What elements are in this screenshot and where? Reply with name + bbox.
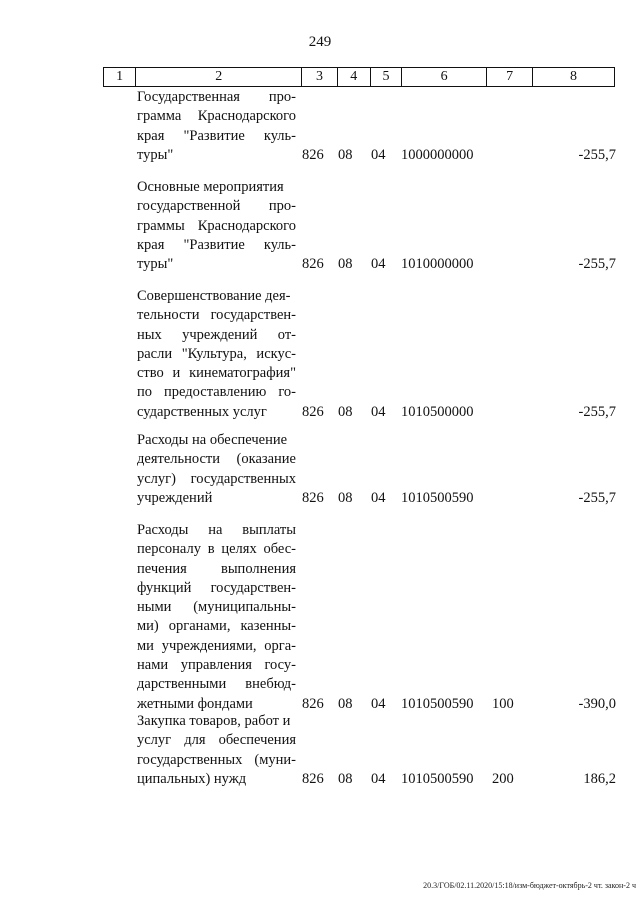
description-line: тельности государствен-	[137, 307, 296, 324]
cell-pr: 04	[371, 146, 386, 163]
cell-ved: 826	[302, 770, 324, 787]
document-footer: 20.3/ГОБ/02.11.2020/15:18/изм-бюджет-октябрь-2 чт. закон-2 ч	[423, 881, 636, 890]
description-line: печения выполнения	[137, 560, 296, 577]
description-line: учреждений	[137, 489, 213, 506]
cell-pr: 04	[371, 489, 386, 506]
cell-amount: 186,2	[583, 770, 616, 787]
cell-ved: 826	[302, 146, 324, 163]
description-line: функций государствен-	[137, 579, 296, 596]
column-header-1: 1	[104, 68, 136, 87]
row-description	[137, 431, 296, 508]
description-line: края "Развитие куль-	[137, 236, 296, 253]
cell-rz: 08	[338, 403, 353, 420]
description-line: деятельности (оказание	[137, 451, 296, 468]
cell-pr: 04	[371, 256, 386, 273]
row-description	[137, 712, 296, 789]
description-line: сударственных услуг	[137, 403, 267, 420]
cell-pr: 04	[371, 695, 386, 712]
description-line: государственных (муни-	[137, 751, 296, 768]
description-line: ципальных) нужд	[137, 770, 247, 787]
column-header-3: 3	[302, 68, 337, 87]
description-line: дарственными внебюд-	[137, 676, 296, 693]
cell-amount: -390,0	[578, 695, 616, 712]
row-description	[137, 521, 296, 714]
cell-rz: 08	[338, 489, 353, 506]
cell-csr: 1000000000	[401, 146, 474, 163]
description-line: услуг для обеспечения	[137, 732, 296, 749]
column-header-7: 7	[487, 68, 533, 87]
cell-pr: 04	[371, 403, 386, 420]
cell-rz: 08	[338, 256, 353, 273]
column-header-5: 5	[370, 68, 401, 87]
page-number: 249	[308, 34, 332, 50]
description-line: ными (муниципальны-	[137, 599, 296, 616]
description-line: по предоставлению го-	[137, 384, 296, 401]
description-line: Основные мероприятия	[137, 179, 284, 195]
cell-rz: 08	[338, 695, 353, 712]
cell-csr: 1010500000	[401, 403, 474, 420]
description-line: Расходы на выплаты	[137, 522, 296, 538]
description-line: ство и кинематография"	[137, 365, 296, 382]
description-line: туры"	[137, 146, 174, 163]
cell-csr: 1010000000	[401, 256, 474, 273]
description-line: туры"	[137, 256, 174, 273]
cell-ved: 826	[302, 695, 324, 712]
description-line: края "Развитие куль-	[137, 127, 296, 144]
description-line: Государственная про-	[137, 89, 296, 105]
cell-ved: 826	[302, 489, 324, 506]
cell-amount: -255,7	[578, 256, 616, 273]
cell-pr: 04	[371, 770, 386, 787]
cell-vr: 200	[492, 770, 514, 787]
cell-ved: 826	[302, 403, 324, 420]
description-line: государственной про-	[137, 198, 296, 215]
description-line: Совершенствование дея-	[137, 288, 291, 304]
column-header-2: 2	[136, 68, 302, 87]
cell-amount: -255,7	[578, 146, 616, 163]
description-line: персоналу в целях обес-	[137, 541, 296, 558]
row-description	[137, 88, 296, 165]
description-line: Расходы на обеспечение	[137, 432, 288, 448]
description-line: ми учреждениями, орга-	[137, 637, 296, 654]
cell-vr: 100	[492, 695, 514, 712]
cell-rz: 08	[338, 146, 353, 163]
row-description	[137, 178, 296, 274]
column-header-4: 4	[337, 68, 370, 87]
cell-ved: 826	[302, 256, 324, 273]
column-header-6: 6	[402, 68, 487, 87]
description-line: граммы Краснодарского	[137, 217, 296, 234]
description-line: услуг) государственных	[137, 470, 296, 487]
description-line: ми) органами, казенны-	[137, 618, 296, 635]
cell-csr: 1010500590	[401, 489, 474, 506]
cell-amount: -255,7	[578, 403, 616, 420]
table-header	[103, 67, 615, 87]
description-line: грамма Краснодарского	[137, 108, 296, 125]
description-line: нами управления госу-	[137, 657, 296, 674]
cell-rz: 08	[338, 770, 353, 787]
row-description	[137, 287, 296, 422]
description-line: Закупка товаров, работ и	[137, 713, 291, 729]
cell-csr: 1010500590	[401, 770, 474, 787]
description-line: ных учреждений от-	[137, 326, 296, 343]
cell-amount: -255,7	[578, 489, 616, 506]
description-line: жетными фондами	[137, 695, 253, 712]
description-line: расли "Культура, искус-	[137, 345, 296, 362]
cell-csr: 1010500590	[401, 695, 474, 712]
column-header-8: 8	[532, 68, 614, 87]
